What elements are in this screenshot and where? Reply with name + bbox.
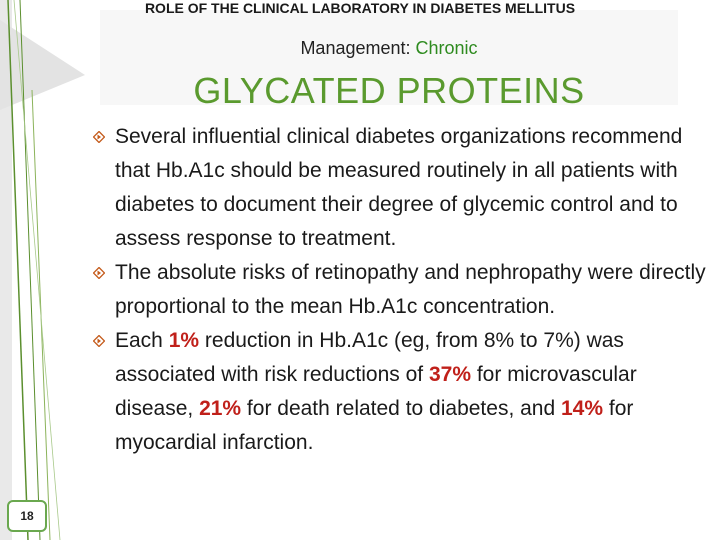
bullet-list	[88, 120, 708, 460]
bullet-text-part: for myocardial infarction.	[115, 397, 634, 454]
diamond-arrow-icon	[88, 256, 110, 290]
highlight-percent: 1%	[168, 329, 200, 352]
slide-heading: GLYCATED PROTEINS	[193, 70, 585, 111]
highlight-percent: 37%	[428, 363, 472, 386]
bullet-text-part: for death related to diabetes, and	[241, 397, 561, 420]
bullet-text: Several influential clinical diabetes organizations recommend that Hb.A1c should be measured routinely in all patients with diabetes to document their degree of glycemic control and to assess response to treatment.	[115, 125, 683, 250]
slide-top-title: ROLE OF THE CLINICAL LABORATORY IN DIABETES MELLITUS	[144, 0, 576, 16]
diamond-arrow-icon	[88, 120, 110, 154]
bullet-text-part: reduction in Hb.A1c (eg, from 8% to 7%) was associated with risk reductions of	[115, 329, 624, 386]
bullet-item	[88, 324, 708, 460]
highlight-percent: 14%	[561, 397, 604, 420]
bullet-text-part: Each	[115, 329, 169, 352]
highlight-percent: 21%	[199, 397, 242, 420]
slide-subtitle	[100, 38, 678, 59]
page-number: 18	[7, 500, 47, 532]
subtitle-value: Chronic	[415, 38, 478, 58]
bullet-text: The absolute risks of retinopathy and nephropathy were directly proportional to the mean Hb.A1c concentration.	[115, 261, 706, 318]
bullet-item	[88, 120, 708, 256]
bullet-text-part: for microvascular disease,	[115, 363, 637, 420]
subtitle-label: Management:	[300, 38, 411, 58]
bullet-item	[88, 256, 708, 324]
diamond-arrow-icon	[88, 324, 110, 358]
